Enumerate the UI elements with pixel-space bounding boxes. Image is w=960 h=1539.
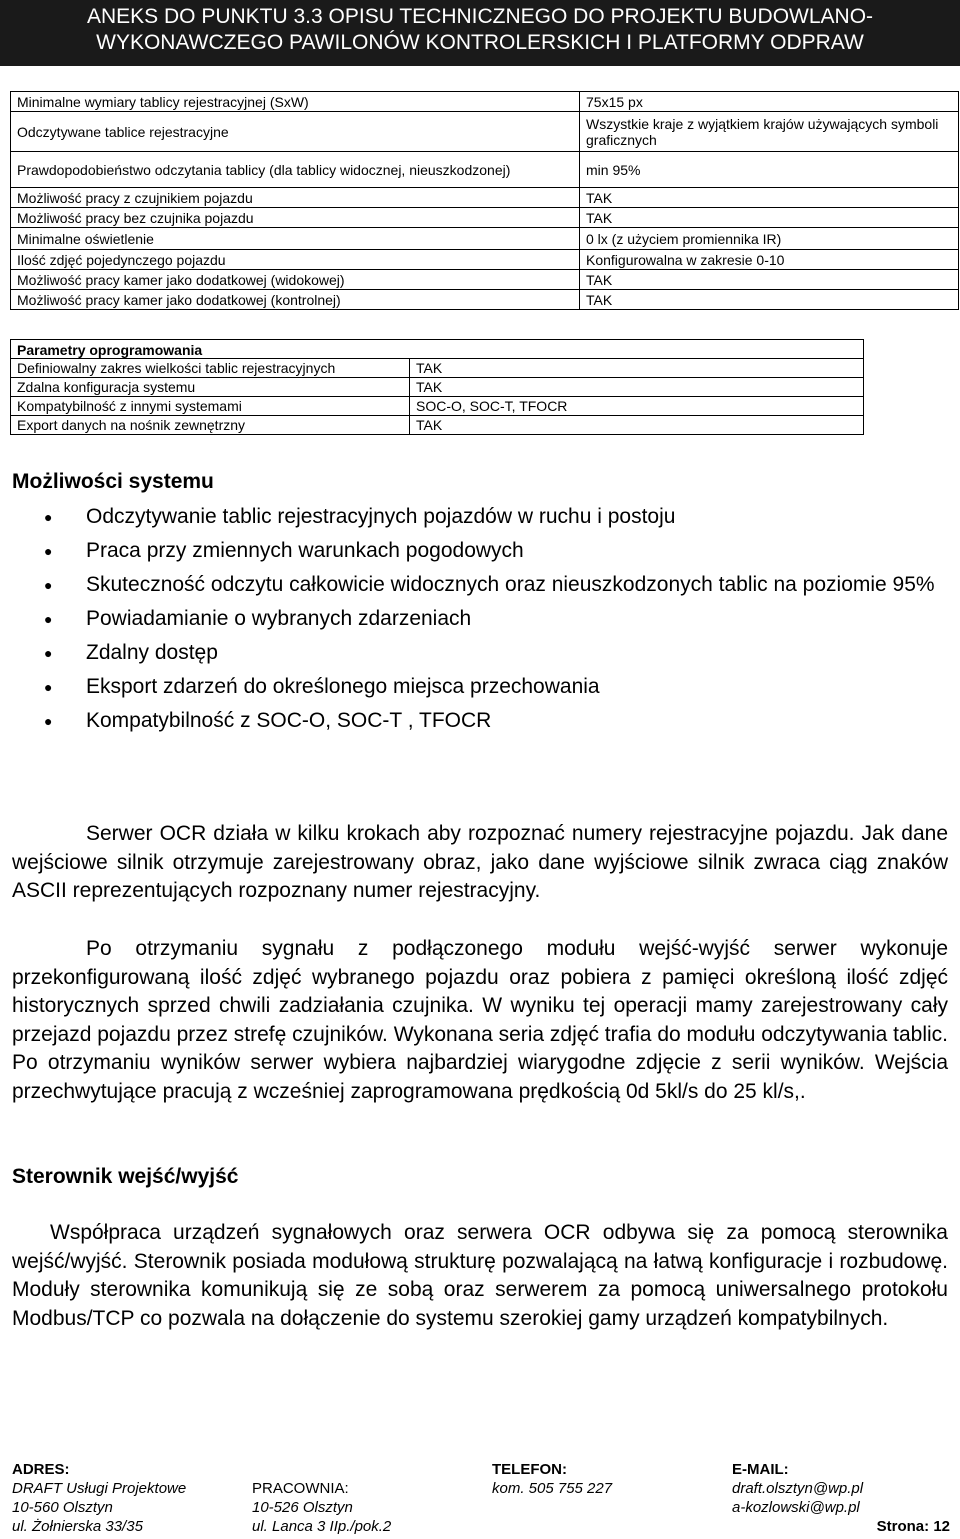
table-row (11, 188, 959, 208)
software-params-title: Parametry oprogramowania (11, 340, 864, 359)
software-value: TAK (410, 359, 864, 378)
document-header (0, 0, 960, 66)
footer-phone-label: TELEFON: (492, 1461, 567, 1478)
footer-studio-line: 10-526 Olsztyn (252, 1499, 353, 1516)
footer-studio-label: PRACOWNIA: (252, 1480, 349, 1497)
spec-key: Minimalne wymiary tablicy rejestracyjnej (SxW) (11, 92, 580, 112)
spec-key: Prawdopodobieństwo odczytania tablicy (dla tablicy widocznej, nieuszkodzonej) (11, 152, 580, 188)
header-line-1: ANEKS DO PUNKTU 3.3 OPISU TECHNICZNEGO DO PROJEKTU BUDOWLANO- (86, 5, 874, 28)
table-row (11, 397, 864, 416)
list-item: ● Kompatybilność z SOC-O, SOC-T , TFOCR (44, 704, 954, 738)
table-row (11, 208, 959, 228)
footer-email-link[interactable]: draft.olsztyn@wp.pl (732, 1480, 864, 1497)
features-list (44, 500, 954, 738)
list-item: ● Skuteczność odczytu całkowicie widocznych oraz nieuszkodzonych tablic na poziomie 95% (44, 568, 954, 602)
table-row (11, 152, 959, 188)
document-footer (0, 1460, 960, 1539)
software-params-table (10, 339, 864, 435)
table-row (11, 416, 864, 435)
page-number-label: Strona: (876, 1518, 930, 1535)
footer-address-label: ADRES: (12, 1461, 70, 1478)
spec-key: Możliwość pracy z czujnikiem pojazdu (11, 188, 580, 208)
table-row (11, 250, 959, 270)
list-item: ● Powiadamianie o wybranych zdarzeniach (44, 602, 954, 636)
spec-value: Wszystkie kraje z wyjątkiem krajów używających symboli graficznych (580, 112, 959, 152)
footer-email-label: E-MAIL: (732, 1461, 789, 1478)
software-value: TAK (410, 378, 864, 397)
footer-phone (492, 1460, 612, 1498)
page-number (877, 1517, 950, 1536)
spec-value: TAK (580, 290, 959, 310)
page-number-value: 12 (933, 1518, 950, 1535)
table-row (11, 270, 959, 290)
spec-key: Ilość zdjęć pojedynczego pojazdu (11, 250, 580, 270)
spec-value: 0 lx (z użyciem promiennika IR) (580, 228, 959, 250)
camera-spec-table (10, 91, 959, 310)
paragraph-ocr-process: Po otrzymaniu sygnału z podłączonego modułu wejść-wyjść serwer wykonuje przekonfigurowaną ilość zdjęć wybranego pojazdu oraz pobiera z pamięci określoną ilość zdjęć historycznych sprzed chwili zadziałania czujnika. W wyniku tej operacji mamy zarejestrowany cały przejazd pojazdu przez strefę czujników. Wykonana seria zdjęć trafia do modułu odczytywania tablic. Po otrzymaniu wyników serwer wybiera najbardziej wiarygodne zdjęcie z serii wyników. Wejścia przechwytujące pracują z wcześniej zaprogramowana prędkością 0d 5kl/s do 25 kl/s,. (12, 937, 948, 1103)
footer-studio (252, 1479, 391, 1536)
spec-key: Możliwość pracy kamer jako dodatkowej (widokowej) (11, 270, 580, 290)
spec-value: Konfigurowalna w zakresie 0-10 (580, 250, 959, 270)
spec-key: Możliwość pracy kamer jako dodatkowej (kontrolnej) (11, 290, 580, 310)
software-key: Definiowalny zakres wielkości tablic rejestracyjnych (11, 359, 410, 378)
footer-address-line: ul. Żołnierska 33/35 (12, 1518, 143, 1535)
software-value: TAK (410, 416, 864, 435)
footer-address-line: 10-560 Olsztyn (12, 1499, 113, 1516)
spec-key: Możliwość pracy bez czujnika pojazdu (11, 208, 580, 228)
list-item: ● Praca przy zmiennych warunkach pogodowych (44, 534, 954, 568)
header-line-2: WYKONAWCZEGO PAWILONÓW KONTROLERSKICH I PLATFORMY ODPRAW (96, 31, 864, 54)
table-row (11, 359, 864, 378)
spec-value: 75x15 px (580, 92, 959, 112)
software-value: SOC-O, SOC-T, TFOCR (410, 397, 864, 416)
table-row (11, 92, 959, 112)
table-row (11, 378, 864, 397)
list-item: ● Eksport zdarzeń do określonego miejsca przechowania (44, 670, 954, 704)
table-row (11, 290, 959, 310)
spec-key: Odczytywane tablice rejestracyjne (11, 112, 580, 152)
paragraph-ocr-intro: Serwer OCR działa w kilku krokach aby rozpoznać numery rejestracyjne pojazdu. Jak dane wejściowe silnik otrzymuje zarejestrowany obraz, jako dane wyjściowe silnik zwraca ciąg znaków ASCII reprezentujących rozpoznany numer rejestracyjny. (12, 822, 948, 902)
paragraph-controller: Współpraca urządzeń sygnałowych oraz serwera OCR odbywa się za pomocą sterownika wejść/wyjść. Sterownik posiada modułową strukturę pozwalającą na łatwą konfiguracje i rozbudowę. Moduły sterownika komunikują się ze sobą oraz serwerem za pomocą uniwersalnego protokołu Modbus/TCP co pozwala na dołączenie do systemu szerokiej gamy urządzeń kompatybilnych. (12, 1221, 948, 1330)
table-row (11, 228, 959, 250)
footer-email-link[interactable]: a-kozlowski@wp.pl (732, 1499, 860, 1516)
spec-value: TAK (580, 208, 959, 228)
table-row (11, 112, 959, 152)
list-item: ● Zdalny dostęp (44, 636, 954, 670)
table-header-row (11, 340, 864, 359)
features-heading: Możliwości systemu (12, 470, 214, 493)
controller-heading: Sterownik wejść/wyjść (12, 1165, 239, 1188)
spec-key: Minimalne oświetlenie (11, 228, 580, 250)
footer-address (12, 1460, 186, 1536)
spec-value: min 95% (580, 152, 959, 188)
spec-value: TAK (580, 188, 959, 208)
footer-studio-line: ul. Lanca 3 IIp./pok.2 (252, 1518, 392, 1535)
software-key: Zdalna konfiguracja systemu (11, 378, 410, 397)
spec-value: TAK (580, 270, 959, 290)
footer-address-line: DRAFT Usługi Projektowe (12, 1480, 187, 1497)
software-key: Kompatybilność z innymi systemami (11, 397, 410, 416)
footer-phone-value: kom. 505 755 227 (492, 1480, 613, 1497)
list-item: ● Odczytywanie tablic rejestracyjnych pojazdów w ruchu i postoju (44, 500, 954, 534)
software-key: Export danych na nośnik zewnętrzny (11, 416, 410, 435)
footer-email (732, 1460, 863, 1517)
